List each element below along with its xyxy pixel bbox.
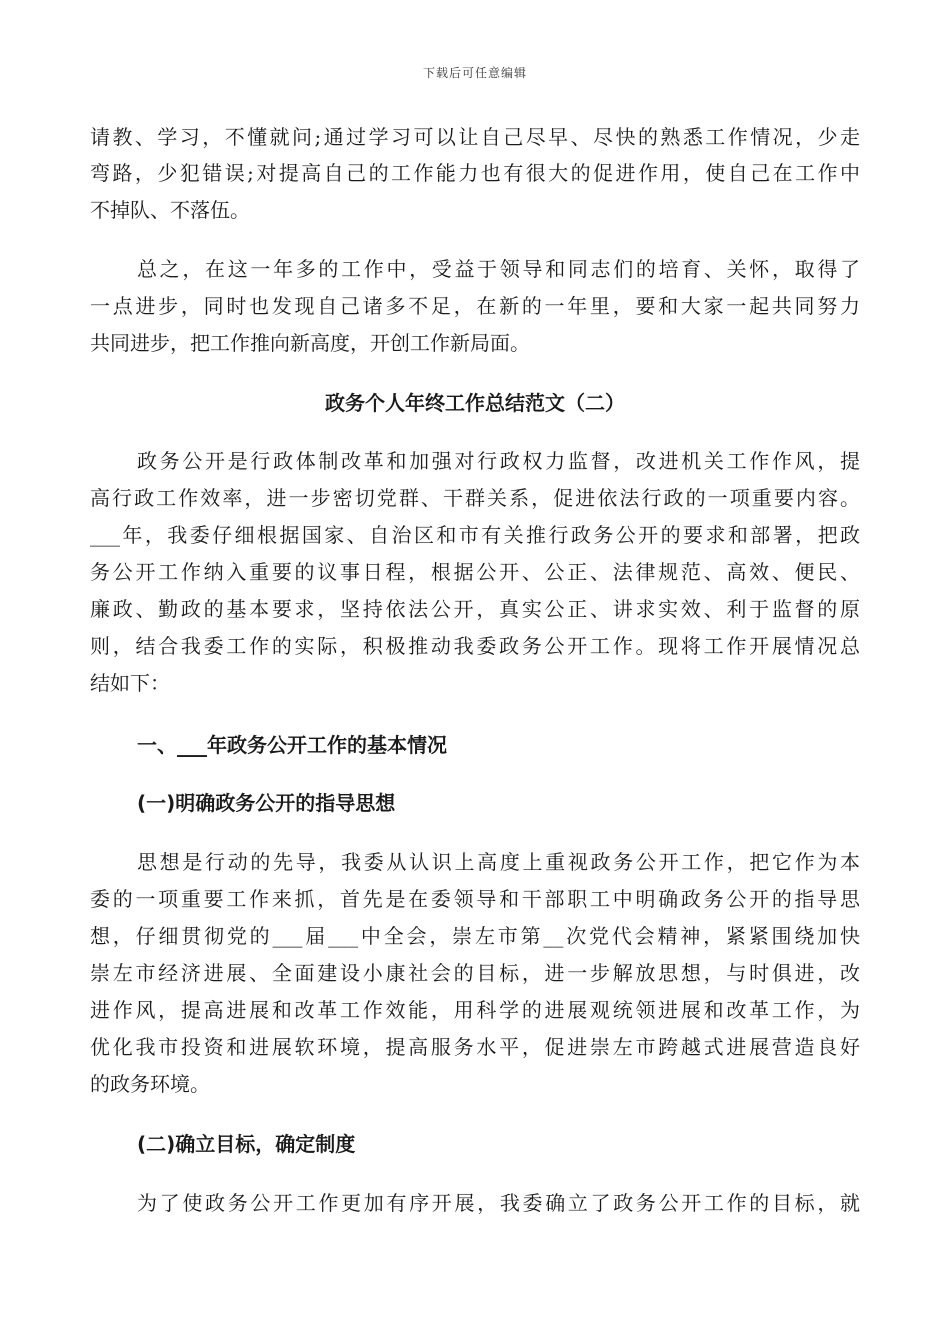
paragraph-line: 思想是行动的先导，我委从认识上高度上重视政务公开工作，把它作为本 xyxy=(137,850,860,874)
subsection-heading: (二)确立目标，确定制度 xyxy=(137,1132,356,1156)
paragraph-line: 廉政、勤政的基本要求，坚持依法公开，真实公正、讲求实效、利于监督的原 xyxy=(90,597,860,621)
paragraph-line: 共同进步，把工作推向新高度，开创工作新局面。 xyxy=(90,331,530,355)
paragraph-line: 则，结合我委工作的实际，积极推动我委政务公开工作。现将工作开展情况总 xyxy=(90,634,860,658)
paragraph-line: 一点进步，同时也发现自己诸多不足，在新的一年里，要和大家一起共同努力 xyxy=(90,294,860,318)
paragraph-line: 政务公开是行政体制改革和加强对行政权力监督，改进机关工作作风，提 xyxy=(137,449,860,473)
paragraph-line: 务公开工作纳入重要的议事日程，根据公开、公正、法律规范、高效、便民、 xyxy=(90,560,860,584)
paragraph-line: 请教、学习，不懂就问;通过学习可以让自己尽早、尽快的熟悉工作情况，少走 xyxy=(90,125,860,149)
paragraph-line: 高行政工作效率，进一步密切党群、干群关系，促进依法行政的一项重要内容。 xyxy=(90,486,860,510)
paragraph-line: 为了使政务公开工作更加有序开展，我委确立了政务公开工作的目标，就 xyxy=(137,1191,860,1215)
paragraph-line: 不掉队、不落伍。 xyxy=(90,198,250,222)
paragraph-line: 想，仔细贯彻党的___届___中全会，崇左市第__次党代会精神，紧紧围绕加快 xyxy=(90,924,860,948)
paragraph-line: 结如下： xyxy=(90,671,170,695)
paragraph-line: 优化我市投资和进展软环境，提高服务水平，促进崇左市跨越式进展营造良好 xyxy=(90,1035,860,1059)
paragraph-line: 总之，在这一年多的工作中，受益于领导和同志们的培育、关怀，取得了 xyxy=(137,257,860,281)
paragraph-line: 弯路，少犯错误;对提高自己的工作能力也有很大的促进作用，使自己在工作中 xyxy=(90,161,860,185)
paragraph-line: ___年，我委仔细根据国家、自治区和市有关推行政务公开的要求和部署，把政 xyxy=(90,523,860,547)
page-header-note: 下载后可任意编辑 xyxy=(422,66,527,80)
section-title: 政务个人年终工作总结范文（二） xyxy=(325,391,625,415)
paragraph-line: 崇左市经济进展、全面建设小康社会的目标，进一步解放思想，与时俱进，改 xyxy=(90,961,860,985)
section-heading: 一、___年政务公开工作的基本情况 xyxy=(137,733,447,757)
subsection-heading: (一)明确政务公开的指导思想 xyxy=(137,791,396,815)
paragraph-line: 进作风，提高进展和改革工作效能，用科学的进展观统领进展和改革工作，为 xyxy=(90,998,860,1022)
paragraph-line: 委的一项重要工作来抓，首先是在委领导和干部职工中明确政务公开的指导思 xyxy=(90,887,860,911)
paragraph-line: 的政务环境。 xyxy=(90,1072,210,1096)
